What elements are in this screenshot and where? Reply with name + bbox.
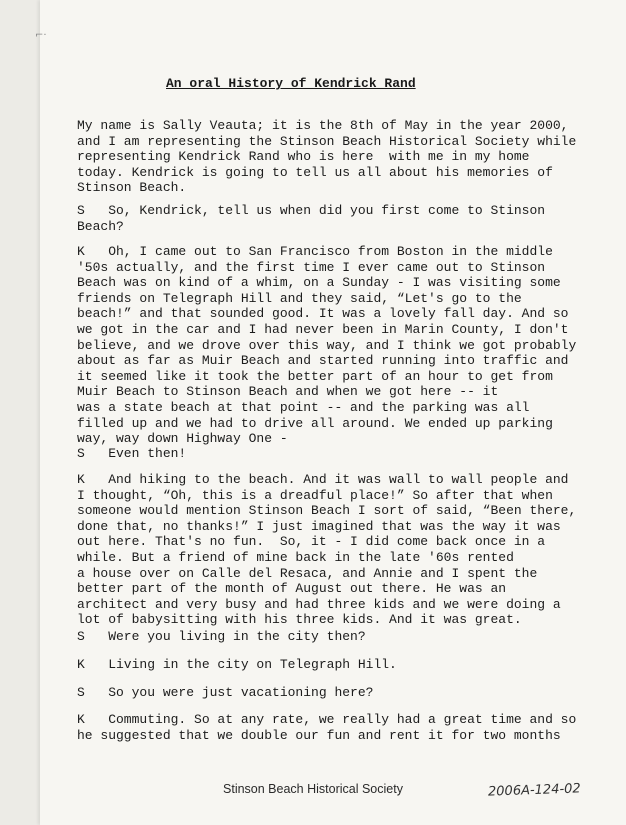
- question-paragraph: S Were you living in the city then?: [77, 629, 366, 644]
- answer-paragraph: K Commuting. So at any rate, we really had a great time and so he suggested that we double our fun and rent it for two months: [77, 712, 577, 743]
- answer-paragraph: K Oh, I came out to San Francisco from Boston in the middle '50s actually, and the first time I ever came out to Stinson Beach was on kind of a whim, on a Sunday - I was visiting some friends on Telegraph Hill and they said, “Let's go to the beach!” and that sounded good. It was a lovely fall day. And so we got in the car and I had never been in Marin County, I don't believe, and we drove over this way, and I think we got probably about as far as Muir Beach and started running into traffic and it seemed like it took the better part of an hour to get from Muir Beach to Stinson Beach and when we got here -- it was a state beach at that point -- and the parking was all filled up and we had to drive all around. We ended up parking way, way down Highway One -: [77, 244, 577, 447]
- answer-paragraph: K And hiking to the beach. And it was wall to wall people and I thought, “Oh, this is a dreadful place!” So after that when someone would mention Stinson Beach I sort of said, “Been there, done that, no thanks!” I just imagined that was the way it was out here. That's no fun. So, it - I did come back once in a while. But a friend of mine back in the late '60s rented a house over on Calle del Resaca, and Annie and I spent the better part of the month of August out there. He was an architect and very busy and had three kids and we were doing a lot of babysitting with his three kids. And it was great.: [77, 472, 577, 628]
- question-paragraph: S So, Kendrick, tell us when did you first come to Stinson Beach?: [77, 203, 546, 234]
- intro-paragraph: My name is Sally Veauta; it is the 8th of May in the year 2000, and I am representing the Stinson Beach Historical Society while representing Kendrick Rand who is here with me in my home today. Kendrick is going to tell us all about his memories of Stinson Beach.: [77, 118, 577, 196]
- answer-paragraph: K Living in the city on Telegraph Hill.: [77, 657, 397, 672]
- document-title: An oral History of Kendrick Rand: [166, 76, 416, 91]
- question-paragraph: S So you were just vacationing here?: [77, 685, 374, 700]
- accession-number: 2006A-124-02: [487, 781, 581, 800]
- footer-society: Stinson Beach Historical Society: [223, 782, 403, 796]
- staple-mark-icon: ⌐·: [35, 30, 47, 41]
- page-edge: [0, 0, 40, 825]
- question-paragraph: S Even then!: [77, 446, 187, 461]
